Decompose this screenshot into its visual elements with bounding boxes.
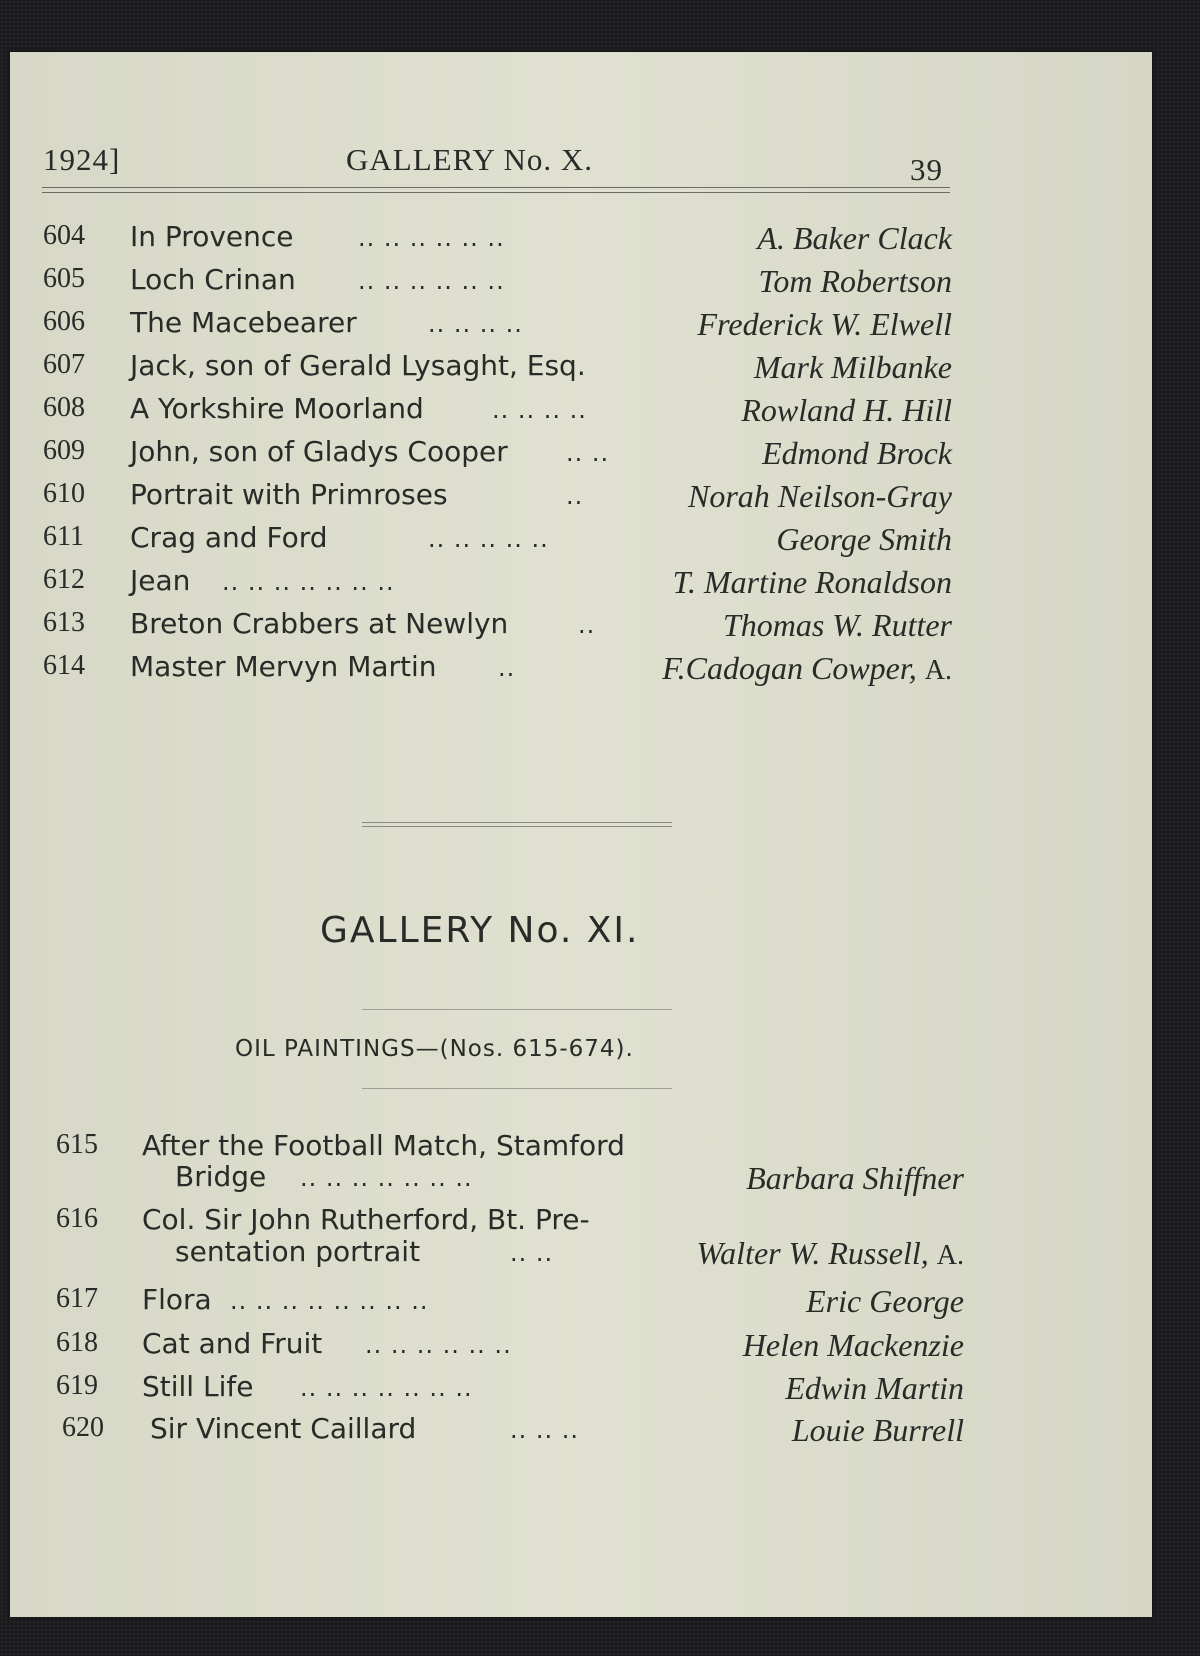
entry-artist: Walter W. Russell, A.: [696, 1235, 964, 1271]
entry-number: 612: [43, 564, 85, 595]
entry-leader-dots: .. .. .. .. .. .. ..: [222, 568, 395, 596]
entry-title: Jack, son of Gerald Lysaght, Esq.: [130, 349, 586, 382]
entry-number: 613: [43, 607, 85, 638]
entry-title: After the Football Match, Stamford: [142, 1129, 625, 1162]
section-divider: [362, 822, 672, 823]
catalogue-page: [10, 52, 1152, 1617]
entry-title: A Yorkshire Moorland: [130, 392, 424, 425]
entry-leader-dots: .. .. ..: [510, 1416, 580, 1444]
entry-title: In Provence: [130, 220, 294, 253]
entry-leader-dots: .. .. .. .. .. ..: [365, 1331, 512, 1359]
section-divider-double: [362, 826, 672, 827]
entry-artist: Barbara Shiffner: [746, 1160, 964, 1196]
entry-leader-dots: .. .. .. ..: [492, 396, 587, 424]
entry-leader-dots: .. ..: [566, 439, 610, 467]
entry-number: 604: [43, 220, 85, 251]
entry-number: 616: [56, 1203, 98, 1234]
gallery-xi-title: GALLERY No. XI.: [320, 910, 640, 951]
entry-leader-dots: .. .. .. .. .. .. ..: [300, 1164, 473, 1192]
entry-title: Portrait with Primroses: [130, 478, 448, 511]
title-rule: [362, 1009, 672, 1010]
entry-leader-dots: .. .. .. .. .. ..: [358, 267, 505, 295]
entry-number: 617: [56, 1283, 98, 1314]
entry-number: 615: [56, 1129, 98, 1160]
entry-artist: Thomas W. Rutter: [722, 607, 952, 643]
entry-title: Loch Crinan: [130, 263, 296, 296]
entry-artist: Eric George: [806, 1283, 964, 1319]
entry-artist: George Smith: [776, 521, 952, 557]
entry-number: 611: [43, 521, 84, 552]
entry-number: 606: [43, 306, 85, 337]
entry-title-continued: Bridge: [175, 1160, 267, 1193]
entry-number: 605: [43, 263, 85, 294]
entry-title: Flora: [142, 1283, 212, 1316]
entry-leader-dots: .. ..: [510, 1239, 554, 1267]
entry-artist: Helen Mackenzie: [742, 1327, 964, 1363]
entry-leader-dots: .. .. .. ..: [428, 310, 523, 338]
entry-leader-dots: ..: [578, 611, 596, 639]
entry-leader-dots: .. .. .. .. ..: [428, 525, 549, 553]
header-year: 1924]: [43, 142, 121, 177]
entry-artist: Tom Robertson: [758, 263, 952, 299]
entry-artist: A. Baker Clack: [757, 220, 952, 256]
entry-leader-dots: .. .. .. .. .. .. .. ..: [230, 1287, 429, 1315]
entry-title: Jean: [130, 564, 191, 597]
entry-title: Sir Vincent Caillard: [150, 1412, 417, 1445]
entry-title: The Macebearer: [130, 306, 357, 339]
entry-title: Still Life: [142, 1370, 254, 1403]
header-gallery-title: GALLERY No. X.: [346, 142, 594, 177]
entry-artist: Norah Neilson-Gray: [688, 478, 952, 514]
subtitle-rule: [362, 1088, 672, 1089]
entry-artist: Rowland H. Hill: [741, 392, 952, 428]
entry-artist: Mark Milbanke: [753, 349, 952, 385]
entry-number: 609: [43, 435, 85, 466]
entry-title: Breton Crabbers at Newlyn: [130, 607, 509, 640]
entry-leader-dots: ..: [566, 482, 584, 510]
entry-title: Cat and Fruit: [142, 1327, 323, 1360]
entry-number: 620: [62, 1412, 104, 1443]
entry-number: 610: [43, 478, 85, 509]
entry-title: Col. Sir John Rutherford, Bt. Pre-: [142, 1203, 590, 1236]
entry-artist: Louie Burrell: [791, 1412, 964, 1448]
page-number: 39: [910, 152, 943, 187]
entry-artist: Edwin Martin: [785, 1370, 964, 1406]
entry-artist: F.Cadogan Cowper, A.: [662, 650, 952, 686]
entry-artist: T. Martine Ronaldson: [672, 564, 952, 600]
entry-number: 614: [43, 650, 85, 681]
entry-leader-dots: .. .. .. .. .. .. ..: [300, 1374, 473, 1402]
entry-title: Master Mervyn Martin: [130, 650, 437, 683]
entry-number: 618: [56, 1327, 98, 1358]
entry-title: Crag and Ford: [130, 521, 328, 554]
entry-artist: Frederick W. Elwell: [697, 306, 952, 342]
gallery-xi-subtitle: OIL PAINTINGS—(Nos. 615-674).: [235, 1036, 634, 1062]
header-rule: [42, 187, 950, 188]
entry-number: 607: [43, 349, 85, 380]
entry-leader-dots: ..: [498, 654, 516, 682]
entry-title: John, son of Gladys Cooper: [130, 435, 508, 468]
entry-artist: Edmond Brock: [762, 435, 952, 471]
entry-leader-dots: .. .. .. .. .. ..: [358, 224, 505, 252]
entry-number: 608: [43, 392, 85, 423]
header-rule-double: [42, 192, 950, 193]
entry-title-continued: sentation portrait: [175, 1235, 421, 1268]
entry-number: 619: [56, 1370, 98, 1401]
